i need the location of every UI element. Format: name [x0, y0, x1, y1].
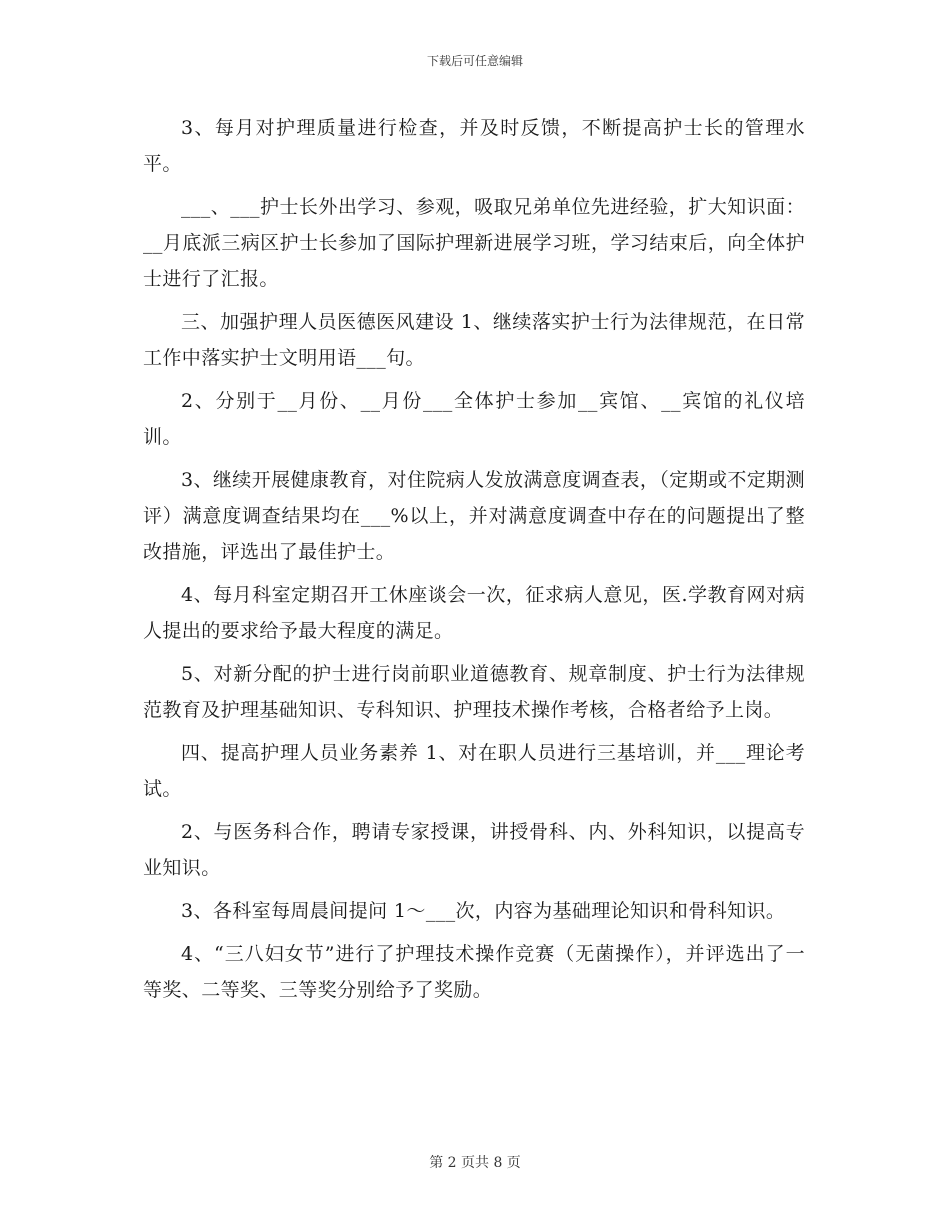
- paragraph-9: 2、与医务科合作，聘请专家授课，讲授骨科、内、外科知识，以提高专业知识。: [143, 821, 805, 879]
- paragraph-2: ___、___护士长外出学习、参观，吸取兄弟单位先进经验，扩大知识面：__月底派三病区护士长参加了国际护理新进展学习班，学习结束后，向全体护士进行了汇报。: [143, 196, 805, 290]
- paragraph-6: 4、每月科室定期召开工休座谈会一次，征求病人意见，医.学教育网对病人提出的要求给予最大程度的满足。: [143, 584, 805, 642]
- paragraph-5: 3、继续开展健康教育，对住院病人发放满意度调查表，（定期或不定期测评）满意度调查结果均在___%以上，并对满意度调查中存在的问题提出了整改措施，评选出了最佳护士。: [143, 469, 805, 563]
- paragraph-4: 2、分别于__月份、__月份___全体护士参加__宾馆、__宾馆的礼仪培训。: [143, 390, 805, 448]
- paragraph-8: 四、提高护理人员业务素养 1、对在职人员进行三基培训，并___理论考试。: [143, 742, 805, 800]
- page-footer: 第 2 页共 8 页: [429, 1155, 521, 1171]
- paragraph-11: 4、“三八妇女节”进行了护理技术操作竞赛（无菌操作），并评选出了一等奖、二等奖、三等奖分别给予了奖励。: [143, 943, 805, 1001]
- paragraph-10: 3、各科室每周晨间提问 1～___次，内容为基础理论知识和骨科知识。: [181, 900, 786, 922]
- document-body: [143, 110, 805, 1015]
- paragraph-7: 5、对新分配的护士进行岗前职业道德教育、规章制度、护士行为法律规范教育及护理基础知识、专科知识、护理技术操作考核，合格者给予上岗。: [143, 663, 805, 721]
- paragraph-3: 三、加强护理人员医德医风建设 1、继续落实护士行为法律规范，在日常工作中落实护士文明用语___句。: [143, 311, 805, 369]
- paragraph-1: 3、每月对护理质量进行检查，并及时反馈，不断提高护士长的管理水平。: [143, 117, 805, 175]
- page-header: 下载后可任意编辑: [426, 54, 523, 68]
